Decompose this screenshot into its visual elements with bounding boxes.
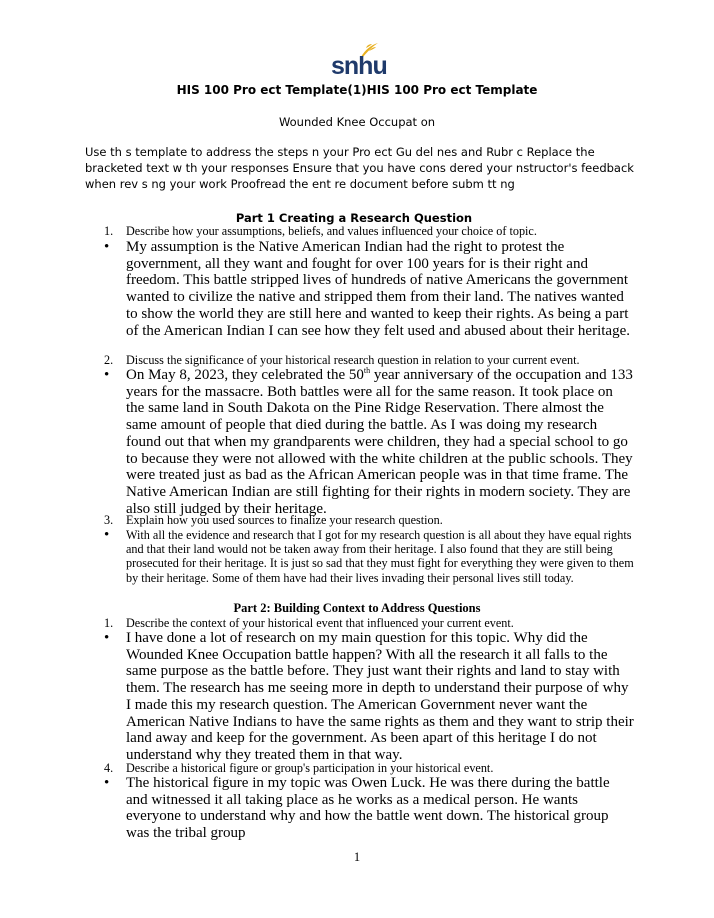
question-text: Discuss the significance of your historical research question in relation to your current event. <box>126 353 580 367</box>
bullet-icon: • <box>104 367 110 383</box>
ordinal-superscript: th <box>363 366 371 375</box>
answer-text: I have done a lot of research on my main question for this topic. Why did the Wounded Knee Occupation battle happen? With all the research it all falls to the same purpose as the battle before. They just want their rights and land to stay with them. The research has me seeing more in depth to understand their purpose of why I made this my research question. The American Government never want the American Native Indians to have the same rights as them and they want to strip their land away and keep for the government. As been apart of this heritage I do not understand why they treated them in that way. <box>126 630 634 763</box>
question-number: 2. <box>104 353 114 367</box>
question-text: Describe the context of your historical event that influenced your current event. <box>126 616 514 630</box>
question-number: 1. <box>104 224 114 238</box>
answer-bullet-item <box>104 528 634 585</box>
bullet-icon: • <box>104 775 110 791</box>
answer-bullet-item <box>104 367 634 517</box>
answer-text: With all the evidence and research that I got for my research question is all about they have equal rights and that their land would not be taken away from their heritage. I also found that they are still being prosecuted for their heritage. It is just so sad that they must fight for everything they were given to them by their heritage. Some of them have had their lives invading their personal lives still today. <box>126 528 634 585</box>
bullet-icon: • <box>104 527 110 543</box>
question-item <box>104 224 644 239</box>
bullet-icon: • <box>104 630 110 646</box>
answer-text: The historical figure in my topic was Owen Luck. He was there during the battle and witnessed it all taking place as he works as a medical person. He wants everyone to understand why and how the battle went down. The historical group was the tribal group <box>126 775 610 842</box>
question-text: Describe how your assumptions, beliefs, and values influenced your choice of topic. <box>126 224 537 238</box>
question-item <box>104 616 644 631</box>
question-number: 3. <box>104 513 114 527</box>
bullet-icon: • <box>104 239 110 255</box>
document-subtitle: Wounded Knee Occupat on <box>278 115 436 129</box>
question-number: 4. <box>104 761 114 775</box>
snhu-logo <box>331 42 387 80</box>
page-number: 1 <box>353 850 361 864</box>
part2-heading: Part 2: Building Context to Address Questions <box>233 601 481 615</box>
question-text: Explain how you used sources to finalize your research question. <box>126 513 443 527</box>
answer-bullet-item <box>104 630 634 764</box>
question-item <box>104 761 644 776</box>
question-number: 1. <box>104 616 114 630</box>
answer-text: My assumption is the Native American Indian had the right to protest the government, all they want and fought for over 100 years for is their right and freedom. This battle stripped lives of hundreds of native Americans the government wanted to civilize the native and stripped them from their land. The natives wanted to show the world they are still here and wanted to keep their rights. As being a part of the American Indian I can see how they felt used and abused about their heritage. <box>126 239 630 339</box>
answer-bullet-item <box>104 239 634 339</box>
question-text: Describe a historical figure or group's participation in your historical event. <box>126 761 494 775</box>
instructions-paragraph: Use th s template to address the steps n your Pro ect Gu del nes and Rubr c Replace the bracketed text w th your responses Ensure that you have cons dered your nstructor's feedback when rev s ng your work Proofread the ent re document before subm tt ng <box>85 145 634 191</box>
answer-bullet-item <box>104 775 634 842</box>
part1-heading: Part 1 Creating a Research Question <box>235 211 473 225</box>
logo-wordmark: snhu <box>331 52 387 80</box>
answer-text: On May 8, 2023, they celebrated the 50th year anniversary of the occupation and 133 years for the massacre. Both battles were all for the same reason. It took place on the same land in South Dakota on the Pine Ridge Reservation. There almost the same amount of people that died during the battle. As I was doing my research found out that when my grandparents were children, they had a special school to go to because they were not allowed with the white children at the public schools. They were treated just as bad as the African American people was in that time frame. The Native American Indian are still fighting for their rights in modern society. They are also still judged by their heritage. <box>126 366 633 517</box>
question-item <box>104 513 644 528</box>
document-title: HIS 100 Pro ect Template(1)HIS 100 Pro ect Template <box>176 83 538 97</box>
question-item <box>104 353 644 368</box>
